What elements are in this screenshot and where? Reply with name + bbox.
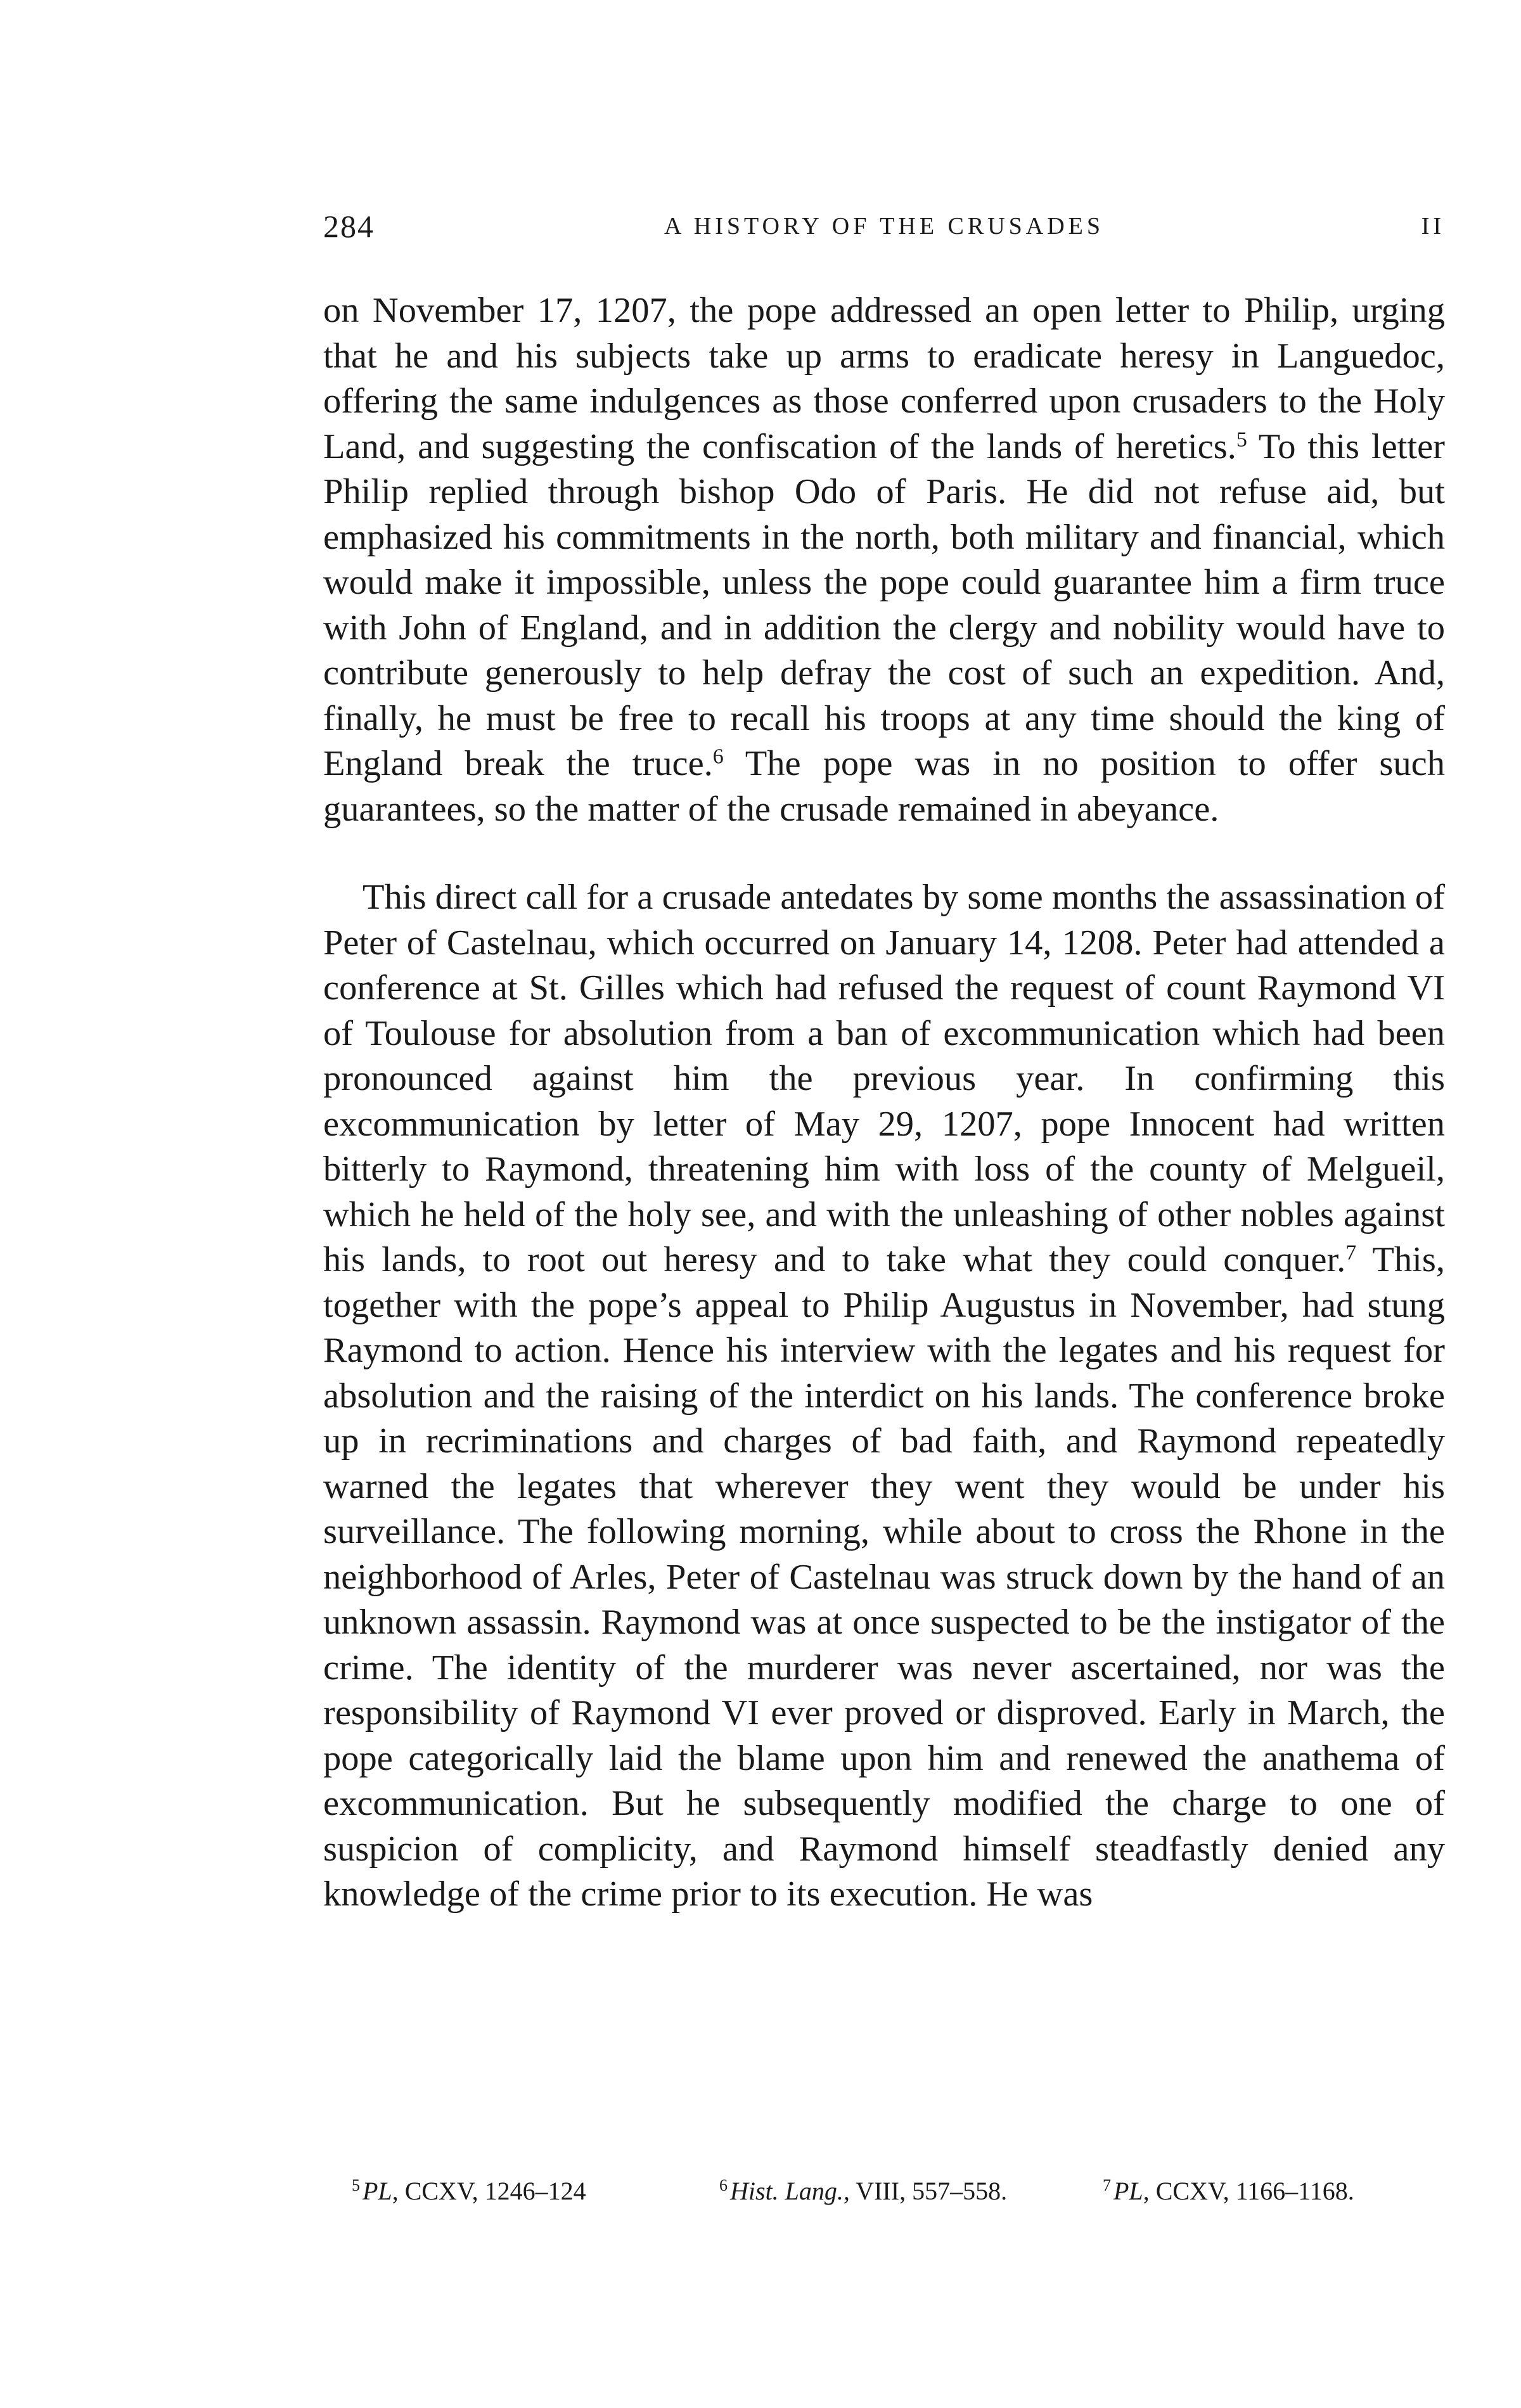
paragraph-2-text-b: This, together with the pope’s appeal to Philip Augustus in November, had stung Raymond to action. Hence his interview with the legates and his request for absolution and the raising of the interdict on his lands. The conference broke up in recriminations and charges of bad faith, and Raymond repeatedly warned the legates that wherever they went they would be under his surveillance. The following morning, while about to cross the Rhone in the neighborhood of Arles, Peter of Castelnau was struck down by the hand of an unknown assassin. Raymond was at once suspected to be the instigator of the crime. The identity of the murderer was never ascertained, nor was the responsibility of Raymond VI ever proved or disproved. Early in March, the pope categorically laid the blame upon him and renewed the anathema of excommunication. But he subsequently modified the charge to one of suspicion of complicity, and Raymond himself steadfastly denied any knowledge of the crime prior to its execution. He was [323,1240,1445,1914]
footnote-number: 7 [1103,2175,1111,2194]
footnote-number: 5 [352,2175,360,2194]
part-number: II [1421,213,1445,240]
body-text [323,288,1445,1918]
running-title: A HISTORY OF THE CRUSADES [664,213,1105,240]
footnote-5 [352,2172,586,2210]
paragraph-1-text-c: The pope was in no position to offer such guarantees, so the matter of the crusade remained in abeyance. [323,744,1445,829]
book-page [323,0,1445,2408]
footnotes [323,2172,1445,2210]
footnote-number: 6 [719,2175,728,2194]
paragraph-2-text-a: This direct call for a crusade antedates by some months the assassination of Peter of Castelnau, which occurred on January 14, 1208. Peter had attended a conference at St. Gilles which had refused the request of count Raymond VI of Toulouse for absolution from a ban of excommunication which had been pronounced against him the previous year. In confirming this excommunication by letter of May 29, 1207, pope Innocent had written bitterly to Raymond, threatening him with loss of the county of Melgueil, which he held of the holy see, and with the unleashing of other nobles against his lands, to root out heresy and to take what they could conquer. [323,878,1445,1279]
paragraph-2 [323,875,1445,1918]
footnote-7 [1103,2172,1354,2210]
footnote-detail: VIII, 557–558. [849,2177,1008,2205]
paragraph-1-text-a: on November 17, 1207, the pope addressed an open letter to Philip, urging that he and his subjects take up arms to eradicate heresy in Languedoc, offering the same indulgences as those conferred upon crusaders to the Holy Land, and suggesting the confiscation of the lands of heretics. [323,291,1445,466]
footnote-detail: CCXV, 1166–1168. [1149,2177,1354,2205]
footnote-ref-6: 6 [712,745,724,769]
running-head [323,204,1445,248]
footnote-ref-7: 7 [1345,1241,1357,1265]
footnote-ref-5: 5 [1236,427,1247,451]
footnote-source: PL, [363,2177,399,2205]
page-number: 284 [323,208,375,244]
footnote-source: PL, [1113,2177,1150,2205]
footnote-detail: CCXV, 1246–124 [398,2177,586,2205]
paragraph-1-text-b: To this letter Philip replied through bishop Odo of Paris. He did not refuse aid, but emphasized his commitments in the north, both military and financial, which would make it impossible, unless the pope could guarantee him a firm truce with John of England, and in addition the clergy and nobility would have to contribute generously to help defray the cost of such an expedition. And, finally, he must be free to recall his troops at any time should the king of England break the truce. [323,426,1445,783]
paragraph-1 [323,288,1445,832]
footnote-6 [719,2172,1007,2210]
footnote-source: Hist. Lang., [730,2177,850,2205]
